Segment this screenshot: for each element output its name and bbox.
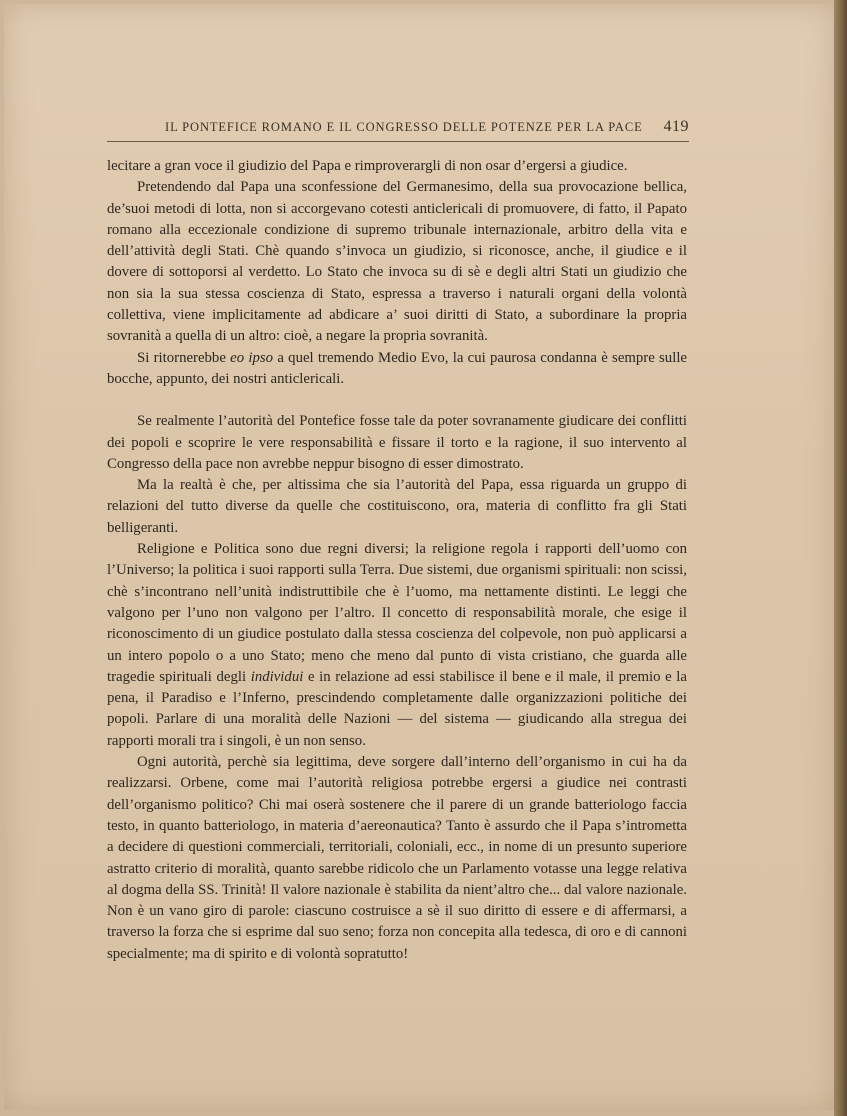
paragraph-text-end: e in relazione ad essi stabilisce il bene e il male, il premio e la pena, il Paradiso e l’Inferno, prescindendo completamente dalle organizzazioni politiche dei popoli. Parlare di una moralità delle Nazioni — del sistema — giudicando alla stregua dei rapporti morali tra i singoli, è un non senso. <box>107 668 687 749</box>
paragraph <box>107 411 687 475</box>
paragraph-continued <box>107 156 687 177</box>
paragraph-text-end: a quel tremendo Medio Evo, la cui paurosa condanna è sempre sulle bocche, appunto, dei nostri anticlericali. <box>107 349 687 387</box>
paragraph <box>107 539 687 752</box>
book-page <box>4 4 834 1110</box>
paragraph-text-start: Si ritornerebbe <box>137 349 231 366</box>
paragraph <box>107 752 687 965</box>
paragraph-text: Ogni autorità, perchè sia legittima, deve sorgere dall’interno dell’organismo in cui ha da realizzarsi. Orbene, come mai l’autorità religiosa potrebbe ergersi a giudice nei contrasti dell’organismo politico? Chi mai oserà sostenere che il parere di un grande batteriologo faccia testo, in quanto batteriologo, in materia d’aereonautica? Tanto è assurdo che il Papa s’intrometta a decidere di questioni commerciali, territoriali, coloniali, ecc., in nome di un presunto superiore astratto criterio di moralità, quanto sarebbe ridicolo che un Parlamento votasse una legge relativa al dogma della SS. Trinità! Il valore nazionale è stabilita da nient’altro che... dal valore nazionale. Non è un vano giro di parole: ciascuno costruisce a sè il suo diritto di essere e di affermarsi, a traverso la forza che si esprime dal suo seno; forza non concepita alla tedesca, di oro e di cannoni specialmente; ma di spirito e di volontà sopratutto! <box>107 754 687 962</box>
header-rule <box>107 141 689 142</box>
paragraph-text: Se realmente l’autorità del Pontefice fosse tale da poter sovranamente giudicare dei conflitti dei popoli e scoprire le vere responsabilità e fissare il torto e la ragione, il suo intervento al Congresso della pace non avrebbe neppur bisogno di esser dimostrato. <box>107 413 687 472</box>
paragraph <box>107 177 687 347</box>
paragraph-italic-word: individui <box>250 668 304 685</box>
paragraph-text: Ma la realtà è che, per altissima che sia l’autorità del Papa, essa riguarda un gruppo di relazioni del tutto diverse da quelle che costituiscono, ora, materia di conflitto fra gli Stati belligeranti. <box>107 477 687 536</box>
page-number: 419 <box>663 118 689 135</box>
paragraph-text: Pretendendo dal Papa una sconfessione del Germanesimo, della sua provocazione bellica, de’suoi metodi di lotta, non si accorgevano cotesti anticlericali di promuovere, di fatto, il Papato romano alla eccezionale condizione di supremo tribunale internazionale, arbitro della vita e dell’attività degli Stati. Chè quando s’invoca un giudizio, si riconosce, anche, il giudice e il dovere di sottoporsi al verdetto. Lo Stato che invoca su di sè e degli altri Stati un giudizio che non sia la sua stessa coscienza di Stato, espressa a traverso i naturali organi della volontà collettiva, viene implicitamente ad abdicare a’ suoi diritti di Stato, a subordinare la propria sovranità a quella di un altro: cioè, a negare la propria sovranità. <box>107 179 687 345</box>
running-header <box>107 118 689 140</box>
paragraph-text: lecitare a gran voce il giudizio del Papa e rimproverargli di non osar d’ergersi a giudice. <box>107 158 628 174</box>
body-text <box>107 156 687 965</box>
running-title: IL PONTEFICE ROMANO E IL CONGRESSO DELLE POTENZE PER LA PACE <box>165 120 643 134</box>
paragraph-italic-phrase: eo ipso <box>230 349 274 366</box>
paragraph <box>107 348 687 391</box>
paragraph <box>107 475 687 539</box>
page-edge-shadow <box>834 0 847 1116</box>
paragraph-text-start: Religione e Politica sono due regni diversi; la religione regola i rapporti dell’uomo con l’Universo; la politica i suoi rapporti sulla Terra. Due sistemi, due organismi spirituali: non scissi, chè s’incontrano nell’unità indistruttibile che è l’uomo, ma nettamente distinti. Le leggi che valgono per l’uno non valgono per l’altro. Il concetto di responsabilità morale, che esige il riconoscimento di un giudice postulato dalla stessa coscienza del colpevole, non può applicarsi a un intero popolo o a uno Stato; meno che meno dal punto di vista cristiano, che guarda alle tragedie spirituali degli <box>107 541 687 685</box>
